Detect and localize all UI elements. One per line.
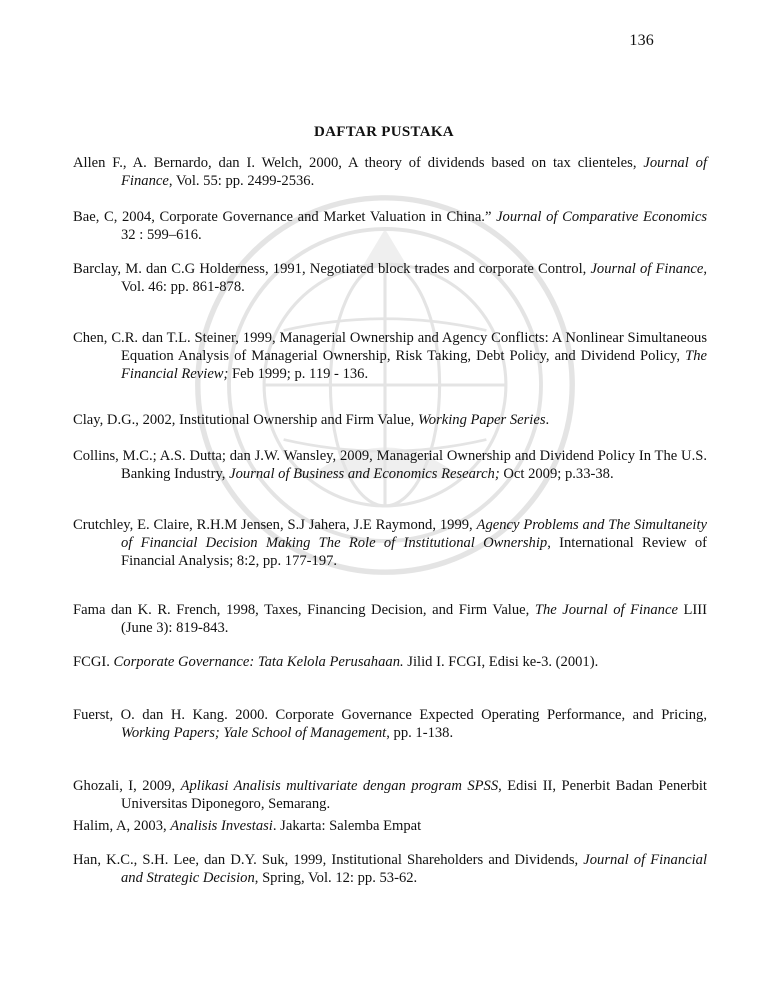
reference-entry (73, 516, 707, 571)
reference-source-title: Agency Problems and The Simultaneity of Financial Decision Making The Role of Institutional Ownership (121, 517, 707, 552)
reference-source-title: The Financial Review; (121, 348, 707, 383)
reference-text: Crutchley, E. Claire, R.H.M Jensen, S.J Jahera, J.E Raymond, 1999, (73, 517, 477, 533)
reference-text: Fuerst, O. dan H. Kang. 2000. Corporate Governance Expected Operating Performance, and Pricing, (73, 707, 707, 723)
reference-text: LIII (June 3): 819-843. (121, 602, 707, 637)
reference-source-title: Journal of Financial and Strategic Decision (121, 852, 707, 887)
reference-source-title: Journal of Finance (121, 155, 707, 190)
reference-source-title: Journal of Finance (590, 261, 704, 277)
reference-text: Bae, C, 2004, Corporate Governance and Market Valuation in China.” (73, 209, 497, 225)
reference-source-title: Working Papers; Yale School of Management (121, 725, 387, 742)
reference-text: , Edisi II, Penerbit Badan Penerbit Universitas Diponegoro, Semarang. (121, 778, 707, 813)
reference-text: , Vol. 46: pp. 861-878. (121, 261, 707, 296)
reference-entry (73, 851, 707, 887)
page-title: DAFTAR PUSTAKA (314, 124, 454, 140)
reference-entry (73, 777, 707, 813)
reference-entry (73, 817, 707, 835)
reference-entry (73, 329, 707, 384)
reference-entry (73, 447, 707, 483)
reference-text: Barclay, M. dan C.G Holderness, 1991, Negotiated block trades and corporate Control, (73, 261, 591, 277)
reference-text: 32 : 599–616. (121, 227, 202, 244)
reference-text: Chen, C.R. dan T.L. Steiner, 1999, Managerial Ownership and Agency Conflicts: A Nonlinear Simultaneous Equation Analysis of Managerial Ownership, Risk Taking, Debt Policy, and Dividend Policy, (73, 330, 707, 365)
reference-text: Collins, M.C.; A.S. Dutta; dan J.W. Wansley, 2009, Managerial Ownership and Dividend Policy In The U.S. Banking Industry, (73, 448, 707, 483)
reference-text: Ghozali, I, 2009, (73, 778, 181, 794)
reference-entry (73, 601, 707, 637)
reference-entry (73, 260, 707, 296)
reference-text: Oct 2009; p.33-38. (499, 466, 614, 483)
reference-source-title: Corporate Governance: Tata Kelola Perusahaan. (113, 654, 404, 670)
reference-source-title: Journal of Comparative Economics (496, 209, 707, 225)
reference-text: , pp. 1-138. (386, 725, 454, 742)
reference-entry (73, 208, 707, 244)
reference-text: Halim, A, 2003, (73, 818, 171, 834)
reference-text: , Vol. 55: pp. 2499-2536. (168, 173, 315, 190)
reference-entry (73, 653, 707, 671)
reference-source-title: Analisis Investasi (170, 818, 273, 834)
reference-source-title: Working Paper Series (417, 412, 546, 428)
reference-text: Jilid I. FCGI, Edisi ke-3. (2001). (403, 654, 599, 670)
reference-source-title: The Journal of Finance (534, 602, 678, 618)
reference-text: Allen F., A. Bernardo, dan I. Welch, 2000, A theory of dividends based on tax clienteles, (73, 155, 644, 171)
reference-text: Han, K.C., S.H. Lee, dan D.Y. Suk, 1999, Institutional Shareholders and Dividends, (73, 852, 584, 868)
reference-entry (73, 154, 707, 190)
reference-source-title: Aplikasi Analisis multivariate dengan program SPSS (180, 778, 499, 794)
reference-entry (73, 706, 707, 742)
reference-text: . Jakarta: Salemba Empat (272, 818, 422, 834)
reference-text: , Spring, Vol. 12: pp. 53-62. (254, 870, 418, 887)
reference-text: Feb 1999; p. 119 - 136. (228, 366, 369, 383)
reference-source-title: Journal of Business and Economics Research; (229, 466, 500, 483)
reference-text: FCGI. (73, 654, 114, 670)
reference-text: Clay, D.G., 2002, Institutional Ownership and Firm Value, (73, 412, 418, 428)
reference-text: . (545, 412, 550, 428)
page-number: 136 (629, 32, 654, 49)
reference-text: Fama dan K. R. French, 1998, Taxes, Financing Decision, and Firm Value, (73, 602, 535, 618)
reference-entry (73, 411, 707, 429)
reference-text: , International Review of Financial Analysis; 8:2, pp. 177-197. (121, 535, 707, 570)
